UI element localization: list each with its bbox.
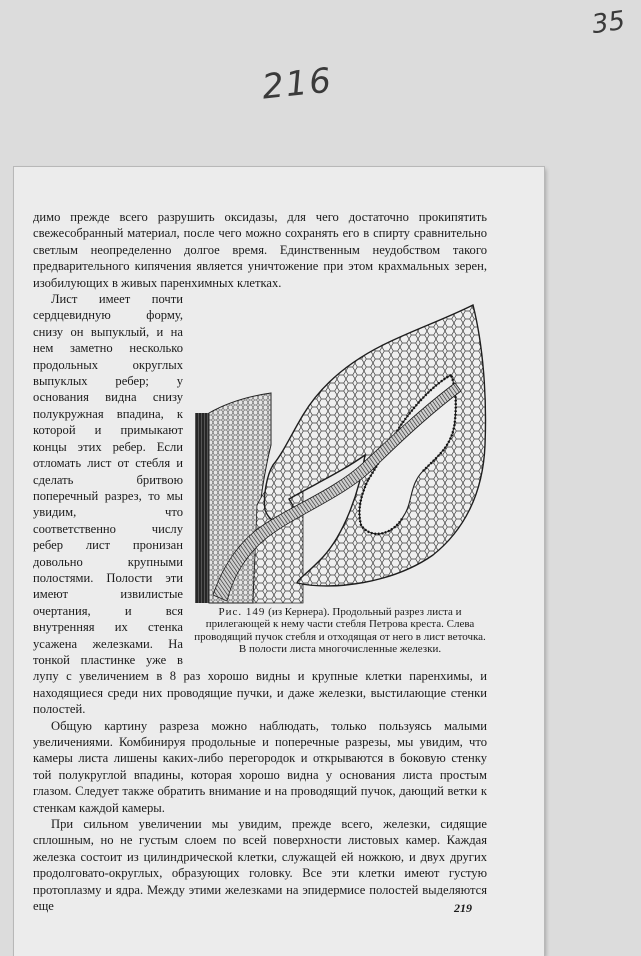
handwritten-archive-number: 216 (260, 60, 335, 108)
figure-caption (193, 606, 487, 656)
page-number: 219 (454, 901, 472, 915)
page-text (33, 209, 487, 914)
paragraph-1: димо прежде всего разрушить оксидазы, для чего достаточно прокипятить свежесобранный материал, после чего можно сохранять его в спирту сравнительно светлым неопределенно долгое время. Единственным неудобством такого предварительного кипячения является уничтожение при этом крахмальных зерен, изобилующих в живых паренхимных клетках. (33, 210, 487, 290)
paragraph-4: При сильном увеличении мы увидим, прежде всего, железки, сидящие сплошным, но не густым слоем по всей поверхности листовых камер. Каждая железка состоит из цилиндрической клетки, служащей ей ножкою, и двух других продолговато-округлых, образующих головку. Все эти клетки имеют густую протоплазму и ядра. Между этими железками на эпидермисе полостей выделяются еще (33, 817, 487, 914)
paragraph-3: Общую картину разреза можно наблюдать, только пользуясь малыми увеличениями. Комбинируя продольные и поперечные разрезы, мы увидим, что камеры листа лишены каких-либо перегородок и открываются в боковую стенку той полукруглой впадины, которая хорошо видна у основания листа простым глазом. Следует также обратить внимание и на проводящий пучок, дающий ветки к стенкам каждой камеры. (33, 718, 487, 815)
figure-caption-text: Продольный разрез листа и прилегающей к нему части стебля Петрова креста. Слева проводящий пучок стебля и отходящая от него в лист веточка. В полости листа многочисленные железки. (194, 606, 486, 656)
figure-source: (из Кернера). (268, 606, 330, 619)
paragraph-2: Лист имеет почти сердцевидную форму, снизу он выпуклый, и на нем заметно несколько продольных округлых выпуклых ребер; у основания видна снизу полукружная впадина, к которой и примыкают концы этих ребер. Если отломать лист от стебля и сделать бритвою поперечный разрез, то мы увидим, что соответственно числу ребер лист пронизан довольно крупными полостями. Полости эти имеют извилистые очертания, и вся внутренняя их стенка усажена железками. На тонкой пластинке уже в лупу с увеличением в 8 раз хорошо видны и крупные клетки паренхимы, и находящиеся среди них проводящие пучки, и даже железки, выстилающие стенки полостей. (33, 292, 487, 717)
figure-149 (193, 295, 487, 663)
leaf-section-illustration (193, 295, 487, 605)
handwritten-page-number: 35 (589, 5, 627, 41)
book-page (14, 167, 544, 956)
figure-label: Рис. 149 (218, 606, 266, 619)
